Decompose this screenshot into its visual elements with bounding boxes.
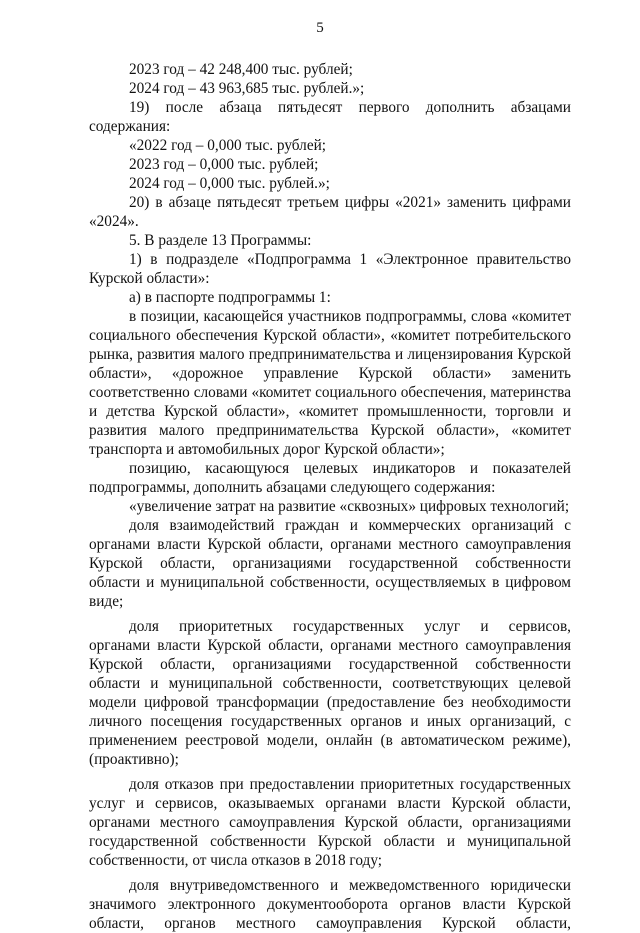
text-line: а) в паспорте подпрограммы 1:: [129, 289, 331, 306]
text-line: модели цифровой трансформации (предоставление без необходимости: [89, 694, 571, 711]
text-line: «2024».: [89, 213, 139, 230]
text-line: соответственно словами «комитет социального обеспечения, материнства: [89, 384, 571, 401]
text-line: услуг и сервисов, оказываемых органами власти Курской области,: [89, 795, 571, 812]
text-line: области, органов местного самоуправления Курской области,: [89, 915, 571, 932]
text-line: области и муниципальной собственности, соответствующих целевой: [89, 675, 571, 692]
text-line: 2024 год – 43 963,685 тыс. рублей.»;: [129, 80, 365, 97]
text-line: доля внутриведомственного и межведомственного юридически: [129, 877, 571, 894]
text-line: развития малого предпринимательства Курской области», «комитет: [89, 422, 571, 439]
text-line: Курской области, организациями государственной собственности: [89, 555, 571, 572]
text-line: 5. В разделе 13 Программы:: [129, 232, 312, 249]
text-line: органами власти Курской области, органами местного самоуправления: [89, 637, 571, 654]
document-body: [89, 60, 571, 933]
text-line: социального обеспечения Курской области», «комитет потребительского: [89, 327, 571, 344]
text-line: государственной собственности Курской области и муниципальной: [89, 833, 571, 850]
text-line: виде;: [89, 593, 124, 610]
text-line: органами власти Курской области, органами местного самоуправления: [89, 536, 571, 553]
page-number: 5: [316, 20, 324, 36]
text-line: значимого электронного документооборота органов власти Курской: [89, 896, 571, 913]
text-line: (проактивно);: [89, 751, 179, 768]
text-line: 19) после абзаца пятьдесят первого дополнить абзацами: [129, 99, 571, 116]
text-line: и детства Курской области», «комитет промышленности, торговли и: [89, 403, 571, 420]
text-line: области», «дорожное управление Курской области» заменить: [89, 365, 571, 382]
text-line: в позиции, касающейся участников подпрограммы, слова «комитет: [129, 308, 571, 325]
text-line: 1) в подразделе «Подпрограмма 1 «Электронное правительство: [129, 251, 571, 268]
text-line: подпрограммы, дополнить абзацами следующего содержания:: [89, 479, 496, 496]
text-line: 20) в абзаце пятьдесят третьем цифры «2021» заменить цифрами: [129, 194, 571, 211]
text-line: органами местного самоуправления Курской области, организациями: [89, 814, 571, 831]
text-line: содержания:: [89, 118, 171, 135]
text-line: транспорта и автомобильных дорог Курской области»;: [89, 441, 445, 458]
text-line: доля приоритетных государственных услуг и сервисов,: [129, 618, 571, 635]
text-line: доля взаимодействий граждан и коммерческих организаций с: [129, 517, 571, 534]
text-line: «2022 год – 0,000 тыс. рублей;: [129, 137, 327, 154]
text-line: доля отказов при предоставлении приоритетных государственных: [129, 776, 571, 793]
text-line: «увеличение затрат на развитие «сквозных» цифровых технологий;: [129, 498, 570, 515]
text-line: Курской области, организациями государственной собственности: [89, 656, 571, 673]
text-line: применением реестровой модели, онлайн (в автоматическом режиме),: [89, 732, 571, 749]
text-line: Курской области»:: [89, 270, 210, 287]
text-line: 2023 год – 0,000 тыс. рублей;: [129, 156, 319, 173]
text-line: позицию, касающуюся целевых индикаторов и показателей: [129, 460, 571, 477]
text-line: рынка, развития малого предпринимательства и лицензирования Курской: [89, 346, 571, 363]
text-line: личного посещения государственных органов и иных организаций, с: [89, 713, 571, 730]
text-line: собственности, от числа отказов в 2018 году;: [89, 852, 383, 869]
text-line: области и муниципальной собственности, осуществляемых в цифровом: [89, 574, 571, 591]
text-line: 2024 год – 0,000 тыс. рублей.»;: [129, 175, 330, 192]
text-line: 2023 год – 42 248,400 тыс. рублей;: [129, 61, 353, 78]
